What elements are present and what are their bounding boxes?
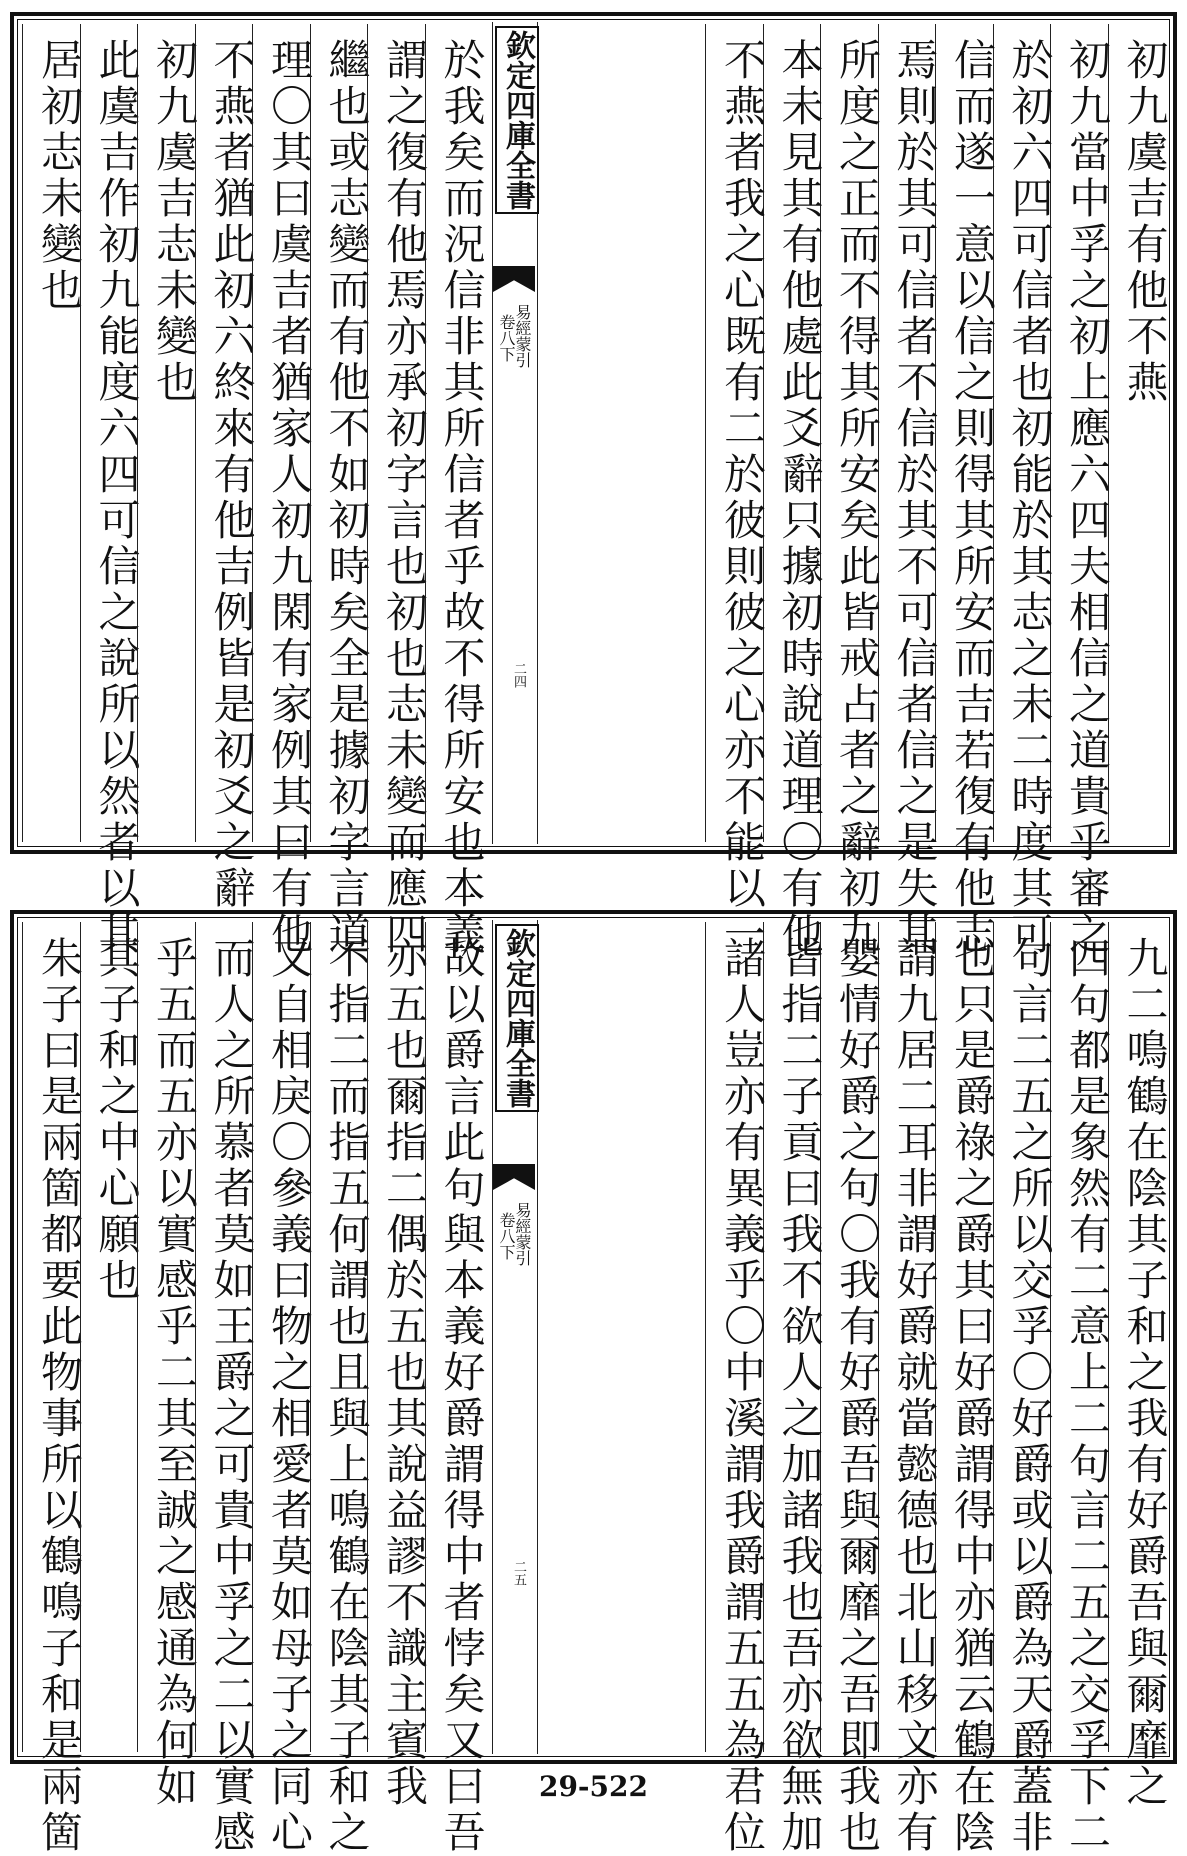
text-column bbox=[195, 922, 257, 1856]
column-text: 初九虞吉志未變也 bbox=[150, 38, 199, 406]
margin-book-title: 易經蒙引 bbox=[513, 1202, 532, 1266]
text-column bbox=[310, 24, 372, 958]
text-column bbox=[137, 922, 199, 1810]
column-text: 繼也或志變而有他不如初時矣全是據初字言道 bbox=[322, 38, 372, 958]
column-text: 焉則於其可信者不信於其不可信者信之是失其 bbox=[890, 38, 940, 958]
margin-volume: 卷八下 bbox=[497, 314, 516, 362]
column-text: 皆指二子貢曰我不欲人之加諸我也吾亦欲無加 bbox=[775, 936, 825, 1856]
text-column bbox=[80, 922, 142, 1752]
column-text: 四句都是象然有二意上二句言二五之交孚下二 bbox=[1063, 936, 1112, 1856]
text-column bbox=[705, 922, 767, 1856]
column-text: 又自相戾〇參義曰物之相愛者莫如母子之同心 bbox=[265, 936, 314, 1856]
text-column bbox=[367, 24, 429, 958]
column-text: 其子和之中心願也 bbox=[92, 936, 142, 1304]
column-text: 此虞吉作初九能度六四可信之說所以然者以其 bbox=[92, 38, 142, 958]
margin-volume: 卷八下 bbox=[497, 1212, 516, 1260]
column-text: 句言二五之所以交孚〇好爵或以爵為天爵蓋非 bbox=[1005, 936, 1055, 1856]
column-text: 謂之復有他焉亦承初字言也初也志未變而應四 bbox=[380, 38, 429, 958]
column-text: 於初六四可信者也初能於其志之未二時度其可 bbox=[1005, 38, 1055, 958]
column-text: 而人之所慕者莫如王爵之可貴中孚之二以實感 bbox=[207, 936, 257, 1856]
upper-leaf bbox=[10, 12, 1177, 958]
fish-tail-icon bbox=[493, 266, 535, 292]
margin-leaf-number: 二五 bbox=[511, 1560, 526, 1586]
text-column bbox=[705, 24, 767, 958]
column-text: 乎五而五亦以實感乎二其至誠之感通為何如 bbox=[150, 936, 199, 1810]
text-column bbox=[22, 24, 84, 842]
center-margin bbox=[492, 22, 538, 844]
text-column bbox=[425, 24, 487, 958]
column-text: 信而遂一意以信之則得其所安而吉若復有他志 bbox=[948, 38, 997, 958]
text-column bbox=[137, 24, 199, 842]
text-column bbox=[252, 24, 314, 958]
margin-leaf-number: 二四 bbox=[511, 662, 526, 688]
column-text: 嬰情好爵之句〇我有好爵吾與爾靡之吾即我也 bbox=[833, 936, 882, 1856]
column-text: 不燕者我之心既有二於彼則彼之心亦不能以一 bbox=[718, 38, 767, 958]
column-text: 理〇其曰虞吉者猶家人初九閑有家例其曰有他 bbox=[265, 38, 314, 958]
column-text: 故以爵言此句與本義好爵謂得中者悖矣又曰吾 bbox=[437, 936, 487, 1856]
column-text: 也只是爵祿之爵其曰好爵謂得中亦猶云鶴在陰 bbox=[948, 936, 997, 1856]
column-text: 初九虞吉有他不燕 bbox=[1120, 38, 1170, 406]
text-column bbox=[252, 922, 314, 1856]
text-column bbox=[195, 24, 257, 912]
margin-title: 欽定四庫全書 bbox=[495, 26, 539, 214]
fish-tail-icon bbox=[493, 1164, 535, 1190]
text-column bbox=[367, 922, 429, 1810]
column-text: 謂九居二耳非謂好爵就當懿德也北山移文亦有 bbox=[890, 936, 940, 1856]
column-text: 於我矣而況信非其所信者乎故不得所安也本義 bbox=[437, 38, 487, 958]
column-text: 本未見其有他處此爻辭只據初時說道理〇有他 bbox=[775, 38, 825, 958]
column-text: 不指二而指五何謂也且與上鳴鶴在陰其子和之 bbox=[322, 936, 372, 1856]
text-column bbox=[22, 922, 84, 1856]
text-column bbox=[80, 24, 142, 958]
center-margin bbox=[492, 920, 538, 1754]
column-text: 初九當中孚之初上應六四夫相信之道貴乎審之 bbox=[1063, 38, 1112, 958]
margin-book-title: 易經蒙引 bbox=[513, 304, 532, 368]
column-text: 諸人豈亦有異義乎〇中溪謂我爵謂五五為君位 bbox=[718, 936, 767, 1856]
margin-title: 欽定四庫全書 bbox=[495, 924, 539, 1112]
text-column bbox=[425, 922, 487, 1856]
column-text: 所度之正而不得其所安矣此皆戒占者之辭初九 bbox=[833, 38, 882, 958]
column-text: 九二鳴鶴在陰其子和之我有好爵吾與爾靡之 bbox=[1120, 936, 1170, 1810]
column-text: 居初志未變也 bbox=[35, 38, 84, 314]
page-number: 29-522 bbox=[538, 1770, 649, 1803]
column-text: 朱子曰是兩箇都要此物事所以鶴鳴子和是兩箇 bbox=[35, 936, 84, 1856]
text-column bbox=[310, 922, 372, 1856]
column-text: 不燕者猶此初六終來有他吉例皆是初爻之辭 bbox=[207, 38, 257, 912]
column-text: 亦五也爾指二偶於五也其說益謬不識主賓我 bbox=[380, 936, 429, 1810]
